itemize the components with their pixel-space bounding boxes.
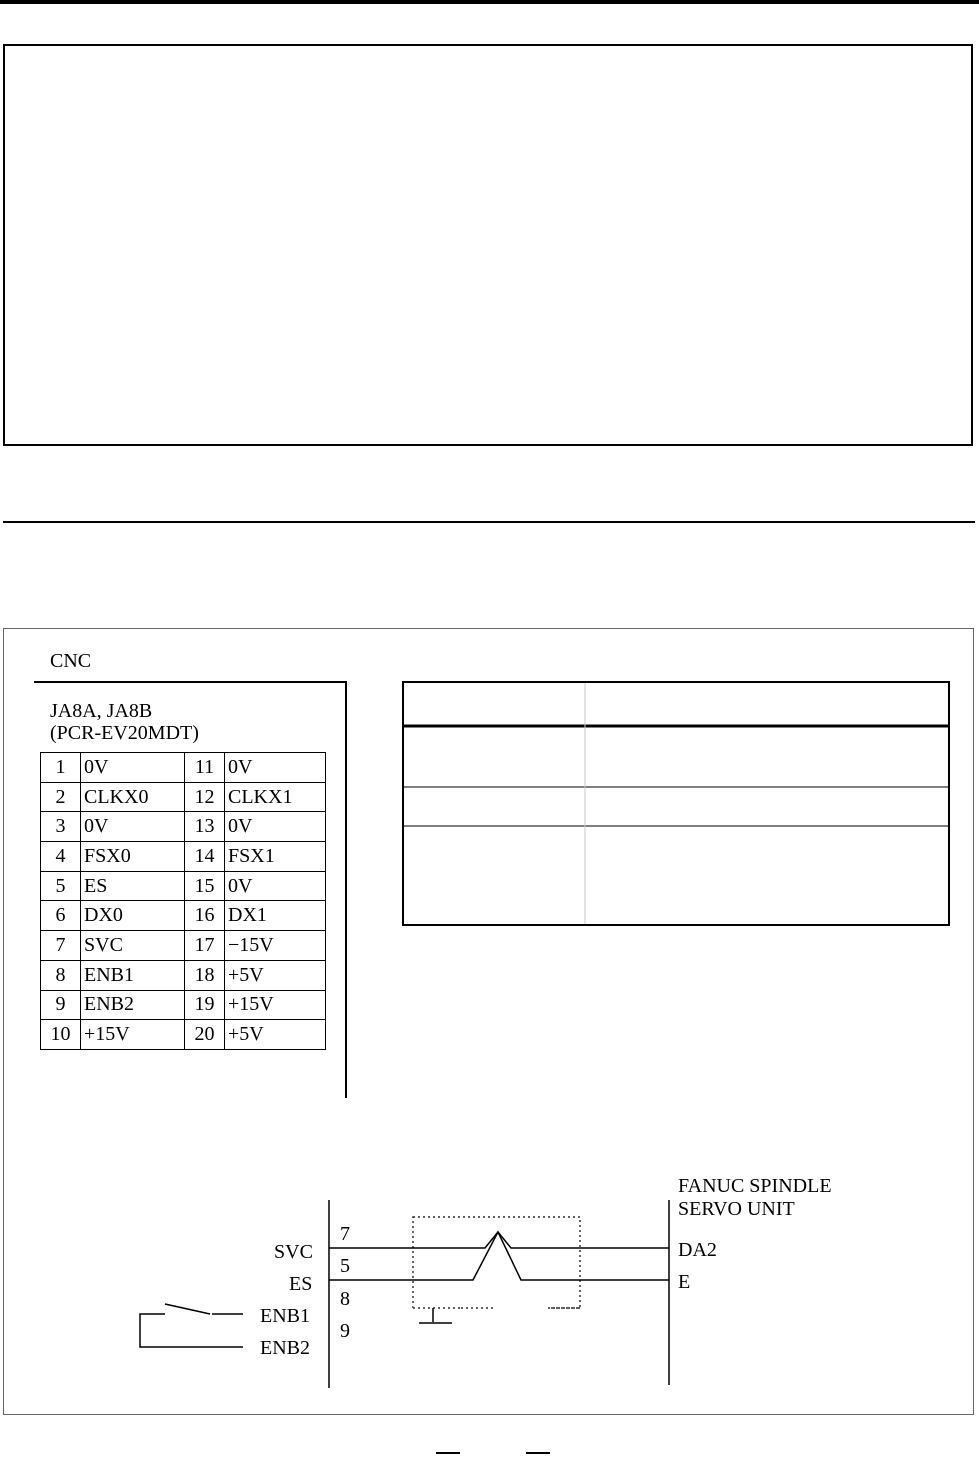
pin-number-label: 9 (340, 1320, 350, 1342)
pin-signal: ES (81, 871, 185, 901)
pin-signal: ENB1 (81, 960, 185, 990)
pin-number: 7 (41, 931, 81, 961)
pin-number: 19 (185, 990, 225, 1020)
pin-number-label: 8 (340, 1288, 350, 1310)
pin-number: 16 (185, 901, 225, 931)
pin-signal: DX0 (81, 901, 185, 931)
es-wire (329, 1232, 669, 1280)
pin-number: 5 (41, 871, 81, 901)
pin-signal: CLKX1 (225, 782, 326, 812)
svc-label: SVC (274, 1241, 313, 1263)
pin-signal: ENB2 (81, 990, 185, 1020)
pin-number: 15 (185, 871, 225, 901)
pin-signal: 0V (225, 871, 326, 901)
pin-signal: 0V (225, 753, 326, 783)
pin-number: 10 (41, 1020, 81, 1050)
pin-signal: DX1 (225, 901, 326, 931)
pin-number: 18 (185, 960, 225, 990)
pin-number: 1 (41, 753, 81, 783)
pin-number: 17 (185, 931, 225, 961)
pin-signal: +15V (81, 1020, 185, 1050)
pin-number: 3 (41, 812, 81, 842)
enb2-label: ENB2 (260, 1337, 310, 1359)
cnc-label: CNC (50, 650, 92, 672)
enb2-wire (140, 1314, 243, 1347)
e-terminal-label: E (678, 1271, 691, 1293)
pin-number: 6 (41, 901, 81, 931)
pin-number: 8 (41, 960, 81, 990)
pin-signal: +15V (225, 990, 326, 1020)
pin-signal: 0V (225, 812, 326, 842)
pin-signal: SVC (81, 931, 185, 961)
pin-signal: +5V (225, 960, 326, 990)
pin-signal: CLKX0 (81, 782, 185, 812)
pin-number: 2 (41, 782, 81, 812)
pin-number: 4 (41, 842, 81, 872)
pin-signal: 0V (81, 812, 185, 842)
spindle-unit-label: FANUC SPINDLE (678, 1175, 832, 1197)
pin-number: 14 (185, 842, 225, 872)
connector-label: JA8A, JA8B (50, 700, 153, 722)
pin-number: 9 (41, 990, 81, 1020)
footer-mark (436, 1452, 460, 1454)
pin-signal: −15V (225, 931, 326, 961)
da2-terminal-label: DA2 (678, 1239, 717, 1261)
servo-unit-label: SERVO UNIT (678, 1198, 795, 1220)
pin-number-label: 7 (340, 1223, 350, 1245)
pin-number: 13 (185, 812, 225, 842)
shield-box (413, 1217, 580, 1308)
pin-signal: FSX1 (225, 842, 326, 872)
pin-number-label: 5 (340, 1255, 350, 1277)
connector-type-label: (PCR-EV20MDT) (50, 722, 199, 744)
pin-signal: FSX0 (81, 842, 185, 872)
switch-icon (165, 1304, 210, 1314)
pin-signal: 0V (81, 753, 185, 783)
pin-signal: +5V (225, 1020, 326, 1050)
pin-number: 11 (185, 753, 225, 783)
pin-number: 12 (185, 782, 225, 812)
pin-number: 20 (185, 1020, 225, 1050)
es-label: ES (289, 1273, 313, 1295)
footer-mark (526, 1452, 550, 1454)
enb1-label: ENB1 (260, 1305, 310, 1327)
